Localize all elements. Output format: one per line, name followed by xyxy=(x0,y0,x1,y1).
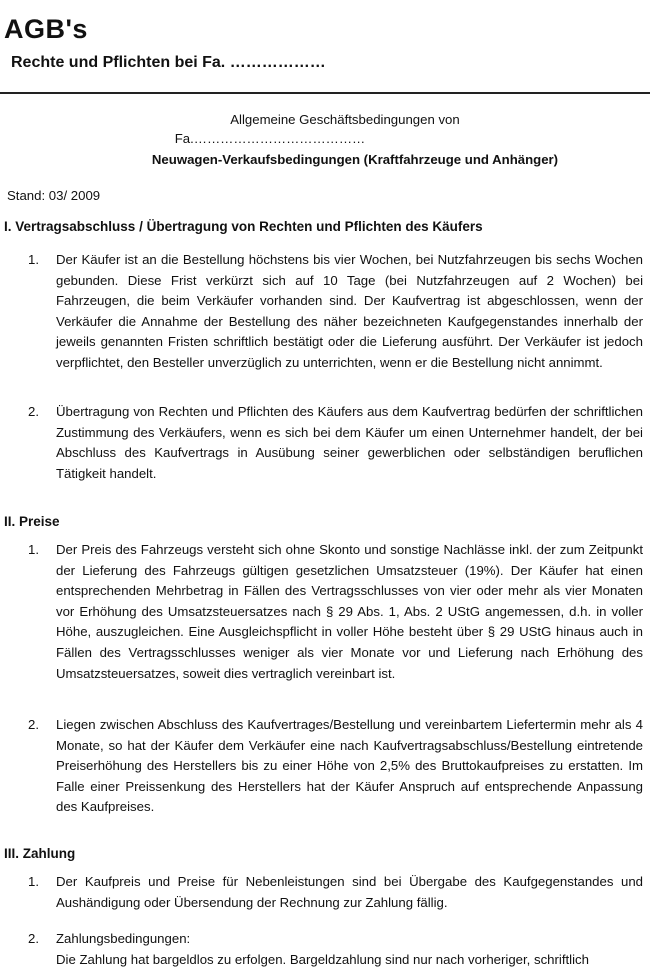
list-item xyxy=(28,929,643,970)
document-title: AGB's xyxy=(4,14,88,44)
item-number: 1. xyxy=(28,542,39,557)
item-number: 2. xyxy=(28,717,39,732)
list-item xyxy=(28,402,643,484)
version-date: Stand: 03/ 2009 xyxy=(7,188,101,203)
section-title-zahlung: III. Zahlung xyxy=(4,846,76,861)
item-text: Der Kaufpreis und Preise für Nebenleistungen sind bei Übergabe des Kaufgegenstandes und Aushändigung oder Übersendung der Rechnung zur Zahlung fällig. xyxy=(56,874,643,910)
header-divider xyxy=(0,92,650,94)
item-number: 1. xyxy=(28,252,39,267)
item-text: Der Käufer ist an die Bestellung höchstens bis vier Wochen, bei Nutzfahrzeugen bis sechs Wochen gebunden. Diese Frist verkürzt sich auf 10 Tage (bei Nutzfahrzeugen auf 2 Wochen) bei Fahrzeugen, die beim Verkäufer vorhanden sind. Der Kaufvertrag ist abgeschlossen, wenn der Verkäufer die Annahme der Bestellung des näher bezeichneten Kaufgegenstandes innerhalb der jeweils genannten Fristen schriftlich bestätigt oder die Lieferung ausführt. Der Verkäufer ist jedoch verpflichtet, den Besteller unverzüglich zu unterrichten, wenn er die Bestellung nicht annimmt. xyxy=(56,252,643,370)
section-title-vertragsabschluss: I. Vertragsabschluss / Übertragung von Rechten und Pflichten des Käufers xyxy=(4,219,483,234)
item-text: Liegen zwischen Abschluss des Kaufvertrages/Bestellung und vereinbartem Liefertermin mehr als 4 Monate, so hat der Käufer dem Verkäufer eine nach Kaufvertragsabschluss/Bestellung eintretende Preiserhöhung des Herstellers bis zu einer Höhe von 2,5% des Bruttokaufpreises zu erstatten. Im Falle einer Preissenkung des Herstellers hat der Käufer Anspruch auf entsprechende Anpassung des Kaufpreises. xyxy=(56,717,643,815)
item-number: 1. xyxy=(28,874,39,889)
intro-heading xyxy=(0,110,650,169)
list-item xyxy=(28,250,643,374)
item-text: Der Preis des Fahrzeugs versteht sich ohne Skonto und sonstige Nachlässe inkl. der zum Zeitpunkt der Lieferung des Fahrzeugs gültigen gesetzlichen Umsatzsteuer (19%). Der Käufer hat einen entsprechenden Mehrbetrag in Fällen des Vertragsschlusses von vier oder mehr als vier Monaten vor Erhöhung des Umsatzsteuersatzes nach § 29 Abs. 1, Abs. 2 UStG angemessen, d.h. in voller Höhe, auszugleichen. Eine Ausgleichspflicht in voller Höhe besteht über § 29 UStG hinaus auch in Fällen des Vertragsschlusses weniger als vier Monate vor und Lieferung nach Erhöhung des Umsatzsteuersatzes, soweit dies vertraglich vereinbart ist. xyxy=(56,542,643,681)
list-item xyxy=(28,872,643,913)
document-subtitle: Rechte und Pflichten bei Fa. ……………… xyxy=(11,54,326,71)
section-title-preise: II. Preise xyxy=(4,514,60,529)
intro-line-company: Fa.………………………………… xyxy=(174,131,366,146)
intro-line-terms: Allgemeine Geschäftsbedingungen von xyxy=(230,112,460,127)
list-item xyxy=(28,715,643,818)
list-item xyxy=(28,540,643,684)
item-text-continued: Die Zahlung hat bargeldlos zu erfolgen. Bargeldzahlung sind nur nach vorheriger, schriftlich xyxy=(56,951,589,967)
item-text: Zahlungsbedingungen: xyxy=(56,931,191,946)
item-number: 2. xyxy=(28,931,39,946)
intro-line-subject: Neuwagen-Verkaufsbedingungen (Kraftfahrzeuge und Anhänger) xyxy=(151,152,559,167)
item-text: Übertragung von Rechten und Pflichten des Käufers aus dem Kaufvertrag bedürfen der schriftlichen Zustimmung des Verkäufers, wenn es sich bei dem Käufer um einen Unternehmer handelt, der bei Abschluss des Kaufvertrags in Ausübung seiner gewerblichen oder selbständigen beruflichen Tätigkeit handelt. xyxy=(56,404,643,481)
item-number: 2. xyxy=(28,404,39,419)
